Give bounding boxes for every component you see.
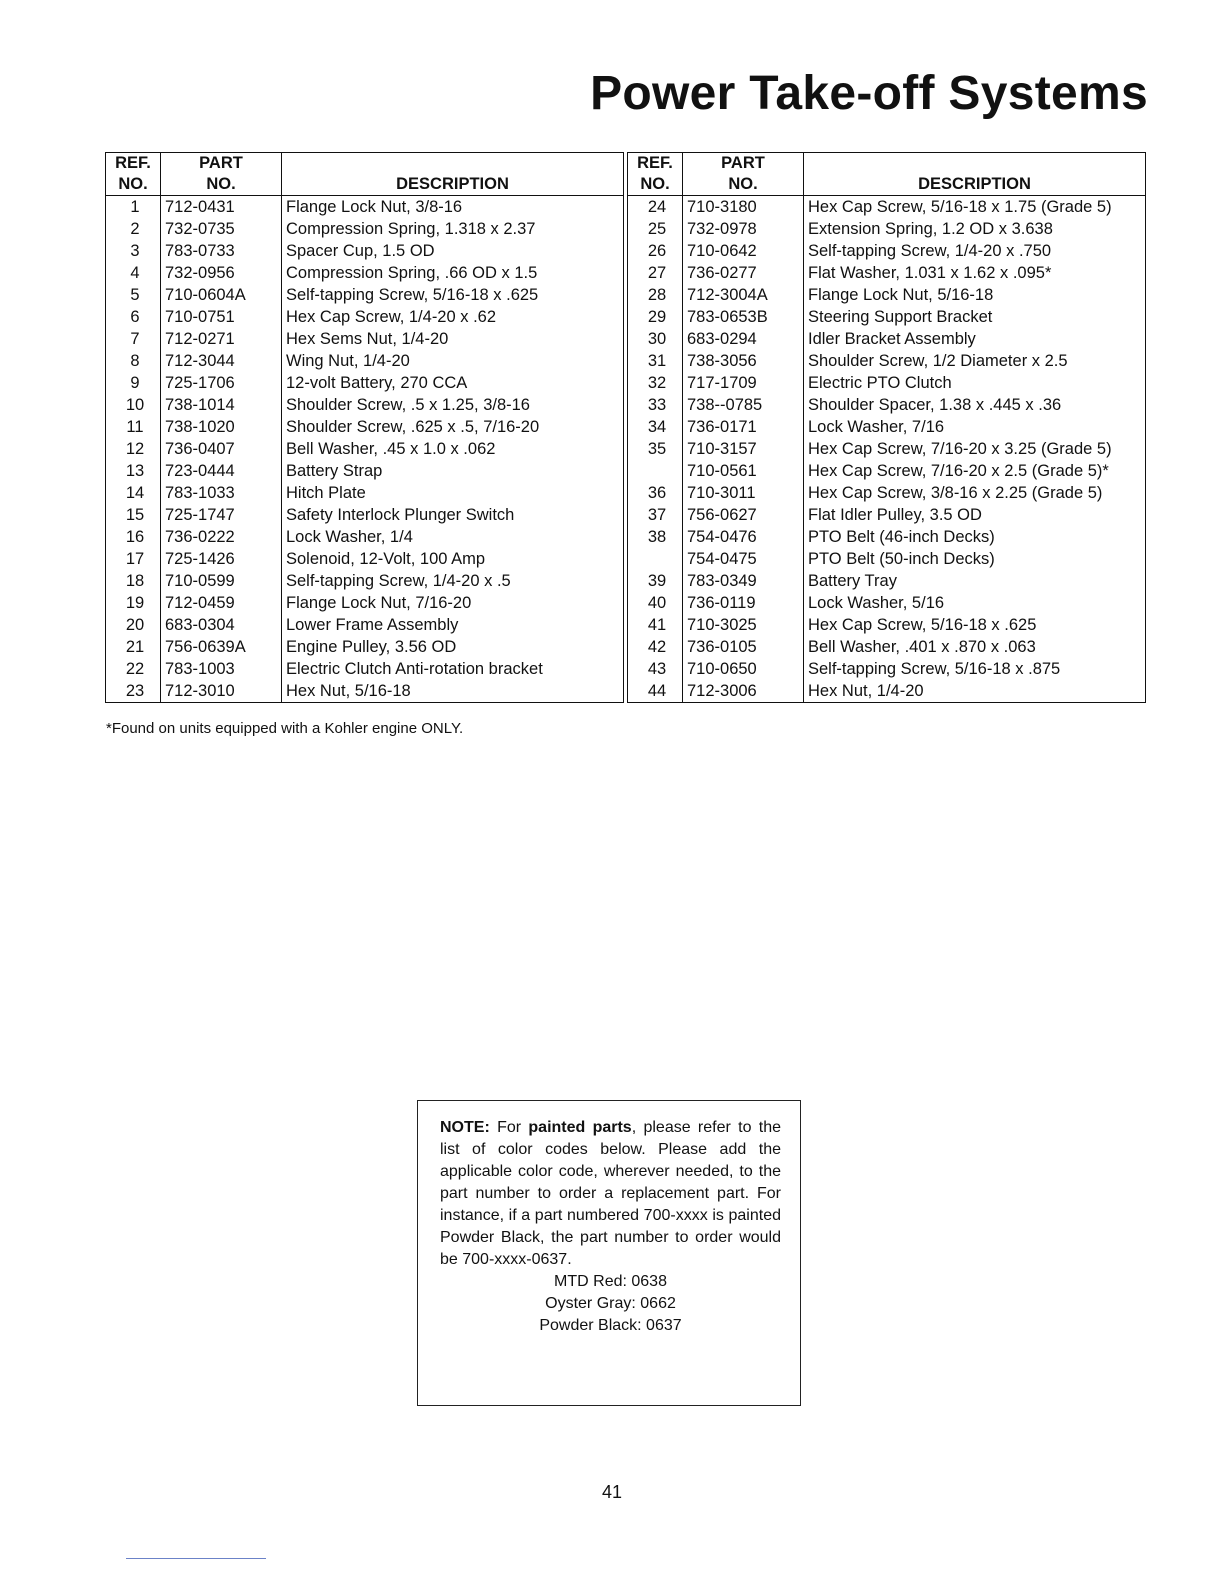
part-no-cell: 710-0599: [161, 570, 282, 592]
description-cell: Lock Washer, 1/4: [286, 528, 413, 546]
table-row: [106, 614, 624, 636]
description-cell: Hex Sems Nut, 1/4-20: [286, 330, 449, 348]
page-number: 41: [601, 1482, 623, 1502]
table-row: [106, 416, 624, 438]
description-cell: Hex Cap Screw, 3/8-16 x 2.25 (Grade 5): [808, 484, 1103, 502]
description-cell: Engine Pulley, 3.56 OD: [286, 638, 457, 656]
description-cell: Battery Tray: [808, 572, 897, 590]
ref-no-cell: 32: [628, 372, 683, 394]
bottom-rule: [126, 1558, 266, 1559]
table-row: [628, 548, 1146, 570]
ref-no-cell: 44: [628, 680, 683, 703]
part-no-cell: 756-0639A: [161, 636, 282, 658]
description-cell: Lock Washer, 7/16: [808, 418, 945, 436]
description-cell: Hex Cap Screw, 7/16-20 x 2.5 (Grade 5)*: [808, 462, 1109, 480]
ref-no-cell: 5: [106, 284, 161, 306]
description-cell: 12-volt Battery, 270 CCA: [286, 374, 468, 392]
table-row: [106, 218, 624, 240]
part-no-cell: 710-3180: [683, 196, 804, 219]
description-cell: Shoulder Spacer, 1.38 x .445 x .36: [808, 396, 1062, 414]
ref-no-cell: 26: [628, 240, 683, 262]
ref-no-cell: 24: [628, 196, 683, 219]
table-row: [106, 482, 624, 504]
table-row: [106, 636, 624, 658]
parts-table-right-body: [628, 196, 1146, 703]
part-no-cell: 723-0444: [161, 460, 282, 482]
table-row: [628, 658, 1146, 680]
table-row: [106, 658, 624, 680]
ref-no-cell: 17: [106, 548, 161, 570]
table-row: [628, 372, 1146, 394]
table-row: [628, 438, 1146, 460]
header-part-no: PART NO.: [161, 153, 282, 196]
part-no-cell: 736-0277: [683, 262, 804, 284]
part-no-cell: 738-3056: [683, 350, 804, 372]
part-no-cell: 712-3044: [161, 350, 282, 372]
table-row: [106, 240, 624, 262]
table-row: [628, 482, 1146, 504]
table-row: [106, 504, 624, 526]
part-no-cell: 725-1426: [161, 548, 282, 570]
part-no-cell: 736-0407: [161, 438, 282, 460]
description-cell: Self-tapping Screw, 1/4-20 x .5: [286, 572, 511, 590]
part-no-cell: 712-3004A: [683, 284, 804, 306]
table-row: [628, 614, 1146, 636]
part-no-cell: 710-3025: [683, 614, 804, 636]
description-cell: Hex Cap Screw, 1/4-20 x .62: [286, 308, 497, 326]
ref-no-cell: 14: [106, 482, 161, 504]
description-cell: Shoulder Screw, .5 x 1.25, 3/8-16: [286, 396, 530, 414]
table-row: [628, 196, 1146, 219]
ref-no-cell: 43: [628, 658, 683, 680]
ref-no-cell: 28: [628, 284, 683, 306]
footnote: *Found on units equipped with a Kohler engine ONLY.: [106, 720, 464, 737]
parts-table-right: [627, 152, 1146, 703]
part-no-cell: 783-1033: [161, 482, 282, 504]
part-no-cell: 738--0785: [683, 394, 804, 416]
color-code: Oyster Gray: 0662: [545, 1295, 676, 1312]
header-ref-no: REF. NO.: [106, 153, 161, 196]
part-no-cell: 732-0956: [161, 262, 282, 284]
ref-no-cell: 25: [628, 218, 683, 240]
description-cell: PTO Belt (50-inch Decks): [808, 550, 995, 568]
ref-no-cell: 8: [106, 350, 161, 372]
part-no-cell: 738-1014: [161, 394, 282, 416]
table-row: [106, 680, 624, 703]
description-cell: Shoulder Screw, .625 x .5, 7/16-20: [286, 418, 540, 436]
part-no-cell: 736-0171: [683, 416, 804, 438]
description-cell: Lock Washer, 5/16: [808, 594, 945, 612]
table-row: [106, 350, 624, 372]
ref-no-cell: 30: [628, 328, 683, 350]
ref-no-cell: 9: [106, 372, 161, 394]
ref-no-cell: 23: [106, 680, 161, 703]
description-cell: Spacer Cup, 1.5 OD: [286, 242, 435, 260]
part-no-cell: 710-3011: [683, 482, 804, 504]
color-code: MTD Red: 0638: [554, 1273, 667, 1290]
table-row: [628, 262, 1146, 284]
table-row: [628, 218, 1146, 240]
table-header-row: [628, 153, 1146, 196]
parts-table-left-body: [106, 196, 624, 703]
ref-no-cell: [628, 548, 683, 570]
ref-no-cell: 11: [106, 416, 161, 438]
part-no-cell: 783-0653B: [683, 306, 804, 328]
description-cell: Safety Interlock Plunger Switch: [286, 506, 515, 524]
table-row: [106, 328, 624, 350]
ref-no-cell: 16: [106, 526, 161, 548]
table-row: [628, 460, 1146, 482]
ref-no-cell: 4: [106, 262, 161, 284]
description-cell: Flange Lock Nut, 7/16-20: [286, 594, 472, 612]
ref-no-cell: 22: [106, 658, 161, 680]
table-row: [106, 262, 624, 284]
table-row: [628, 284, 1146, 306]
ref-no-cell: 19: [106, 592, 161, 614]
header-description: DESCRIPTION: [282, 153, 624, 196]
table-row: [106, 460, 624, 482]
table-row: [106, 372, 624, 394]
description-cell: Hitch Plate: [286, 484, 366, 502]
description-cell: Lower Frame Assembly: [286, 616, 459, 634]
ref-no-cell: 34: [628, 416, 683, 438]
description-cell: Shoulder Screw, 1/2 Diameter x 2.5: [808, 352, 1068, 370]
part-no-cell: 756-0627: [683, 504, 804, 526]
description-cell: Hex Cap Screw, 5/16-18 x 1.75 (Grade 5): [808, 198, 1112, 216]
description-cell: Extension Spring, 1.2 OD x 3.638: [808, 220, 1053, 238]
table-row: [628, 680, 1146, 703]
description-cell: Flange Lock Nut, 3/8-16: [286, 198, 463, 216]
table-row: [106, 592, 624, 614]
part-no-cell: 736-0119: [683, 592, 804, 614]
part-no-cell: 736-0105: [683, 636, 804, 658]
parts-table-left: [105, 152, 624, 703]
part-no-cell: 710-0650: [683, 658, 804, 680]
table-row: [628, 636, 1146, 658]
color-code-list: [440, 1271, 781, 1337]
description-cell: Self-tapping Screw, 5/16-18 x .875: [808, 660, 1061, 678]
ref-no-cell: 33: [628, 394, 683, 416]
ref-no-cell: 36: [628, 482, 683, 504]
part-no-cell: 712-0271: [161, 328, 282, 350]
table-row: [628, 570, 1146, 592]
ref-no-cell: 1: [106, 196, 161, 219]
part-no-cell: 683-0294: [683, 328, 804, 350]
table-row: [628, 526, 1146, 548]
description-cell: Hex Cap Screw, 5/16-18 x .625: [808, 616, 1037, 634]
part-no-cell: 712-0459: [161, 592, 282, 614]
table-row: [106, 394, 624, 416]
part-no-cell: 783-0733: [161, 240, 282, 262]
ref-no-cell: 40: [628, 592, 683, 614]
description-cell: Bell Washer, .401 x .870 x .063: [808, 638, 1036, 656]
description-cell: Hex Nut, 1/4-20: [808, 682, 924, 700]
table-row: [628, 416, 1146, 438]
description-cell: PTO Belt (46-inch Decks): [808, 528, 995, 546]
part-no-cell: 725-1706: [161, 372, 282, 394]
header-description: DESCRIPTION: [804, 153, 1146, 196]
description-cell: Hex Nut, 5/16-18: [286, 682, 411, 700]
part-no-cell: 683-0304: [161, 614, 282, 636]
ref-no-cell: 13: [106, 460, 161, 482]
part-no-cell: 732-0735: [161, 218, 282, 240]
table-row: [106, 284, 624, 306]
note-paragraph: NOTE: For painted parts, please refer to the list of color codes below. Please add the applicable color code, wherever needed, to the part number to order a replacement part. For instance, if a part numbered 700-xxxx is painted Powder Black, the part number to order would be 700-xxxx-0637.: [440, 1119, 782, 1268]
description-cell: Hex Cap Screw, 7/16-20 x 3.25 (Grade 5): [808, 440, 1112, 458]
description-cell: Electric Clutch Anti-rotation bracket: [286, 660, 543, 678]
header-ref-no: REF. NO.: [628, 153, 683, 196]
ref-no-cell: 10: [106, 394, 161, 416]
description-cell: Self-tapping Screw, 5/16-18 x .625: [286, 286, 539, 304]
part-no-cell: 712-3010: [161, 680, 282, 703]
painted-parts-note: [417, 1100, 801, 1406]
table-row: [106, 548, 624, 570]
ref-no-cell: 3: [106, 240, 161, 262]
part-no-cell: 710-0604A: [161, 284, 282, 306]
part-no-cell: 754-0476: [683, 526, 804, 548]
table-row: [106, 438, 624, 460]
ref-no-cell: 12: [106, 438, 161, 460]
description-cell: Compression Spring, .66 OD x 1.5: [286, 264, 538, 282]
ref-no-cell: 15: [106, 504, 161, 526]
ref-no-cell: 38: [628, 526, 683, 548]
table-row: [628, 306, 1146, 328]
part-no-cell: 710-0642: [683, 240, 804, 262]
part-no-cell: 712-0431: [161, 196, 282, 219]
part-no-cell: 710-3157: [683, 438, 804, 460]
part-no-cell: 710-0561: [683, 460, 804, 482]
part-no-cell: 717-1709: [683, 372, 804, 394]
table-row: [628, 504, 1146, 526]
ref-no-cell: 42: [628, 636, 683, 658]
ref-no-cell: 37: [628, 504, 683, 526]
description-cell: Idler Bracket Assembly: [808, 330, 976, 348]
color-code: Powder Black: 0637: [539, 1317, 682, 1334]
description-cell: Bell Washer, .45 x 1.0 x .062: [286, 440, 496, 458]
ref-no-cell: 7: [106, 328, 161, 350]
table-row: [106, 306, 624, 328]
ref-no-cell: 27: [628, 262, 683, 284]
part-no-cell: 754-0475: [683, 548, 804, 570]
part-no-cell: 732-0978: [683, 218, 804, 240]
table-row: [628, 240, 1146, 262]
header-part-no: PART NO.: [683, 153, 804, 196]
table-row: [106, 526, 624, 548]
ref-no-cell: 35: [628, 438, 683, 460]
part-no-cell: 736-0222: [161, 526, 282, 548]
page-title: Power Take-off Systems: [590, 67, 1148, 120]
description-cell: Flat Idler Pulley, 3.5 OD: [808, 506, 982, 524]
part-no-cell: 712-3006: [683, 680, 804, 703]
table-row: [628, 394, 1146, 416]
ref-no-cell: 31: [628, 350, 683, 372]
ref-no-cell: 20: [106, 614, 161, 636]
note-bold-phrase: painted parts: [528, 1119, 632, 1136]
table-row: [628, 350, 1146, 372]
description-cell: Self-tapping Screw, 1/4-20 x .750: [808, 242, 1052, 260]
ref-no-cell: 29: [628, 306, 683, 328]
table-row: [628, 328, 1146, 350]
description-cell: Steering Support Bracket: [808, 308, 993, 326]
ref-no-cell: 39: [628, 570, 683, 592]
description-cell: Flat Washer, 1.031 x 1.62 x .095*: [808, 264, 1052, 282]
description-cell: Solenoid, 12-Volt, 100 Amp: [286, 550, 486, 568]
part-no-cell: 725-1747: [161, 504, 282, 526]
description-cell: Compression Spring, 1.318 x 2.37: [286, 220, 536, 238]
ref-no-cell: 18: [106, 570, 161, 592]
part-no-cell: 783-1003: [161, 658, 282, 680]
part-no-cell: 783-0349: [683, 570, 804, 592]
table-row: [106, 196, 624, 219]
ref-no-cell: 21: [106, 636, 161, 658]
description-cell: Electric PTO Clutch: [808, 374, 952, 392]
table-row: [106, 570, 624, 592]
ref-no-cell: [628, 460, 683, 482]
description-cell: Flange Lock Nut, 5/16-18: [808, 286, 994, 304]
table-header-row: [106, 153, 624, 196]
ref-no-cell: 2: [106, 218, 161, 240]
table-row: [628, 592, 1146, 614]
ref-no-cell: 41: [628, 614, 683, 636]
note-label: NOTE:: [440, 1119, 490, 1136]
description-cell: Wing Nut, 1/4-20: [286, 352, 410, 370]
ref-no-cell: 6: [106, 306, 161, 328]
part-no-cell: 738-1020: [161, 416, 282, 438]
description-cell: Battery Strap: [286, 462, 383, 480]
part-no-cell: 710-0751: [161, 306, 282, 328]
